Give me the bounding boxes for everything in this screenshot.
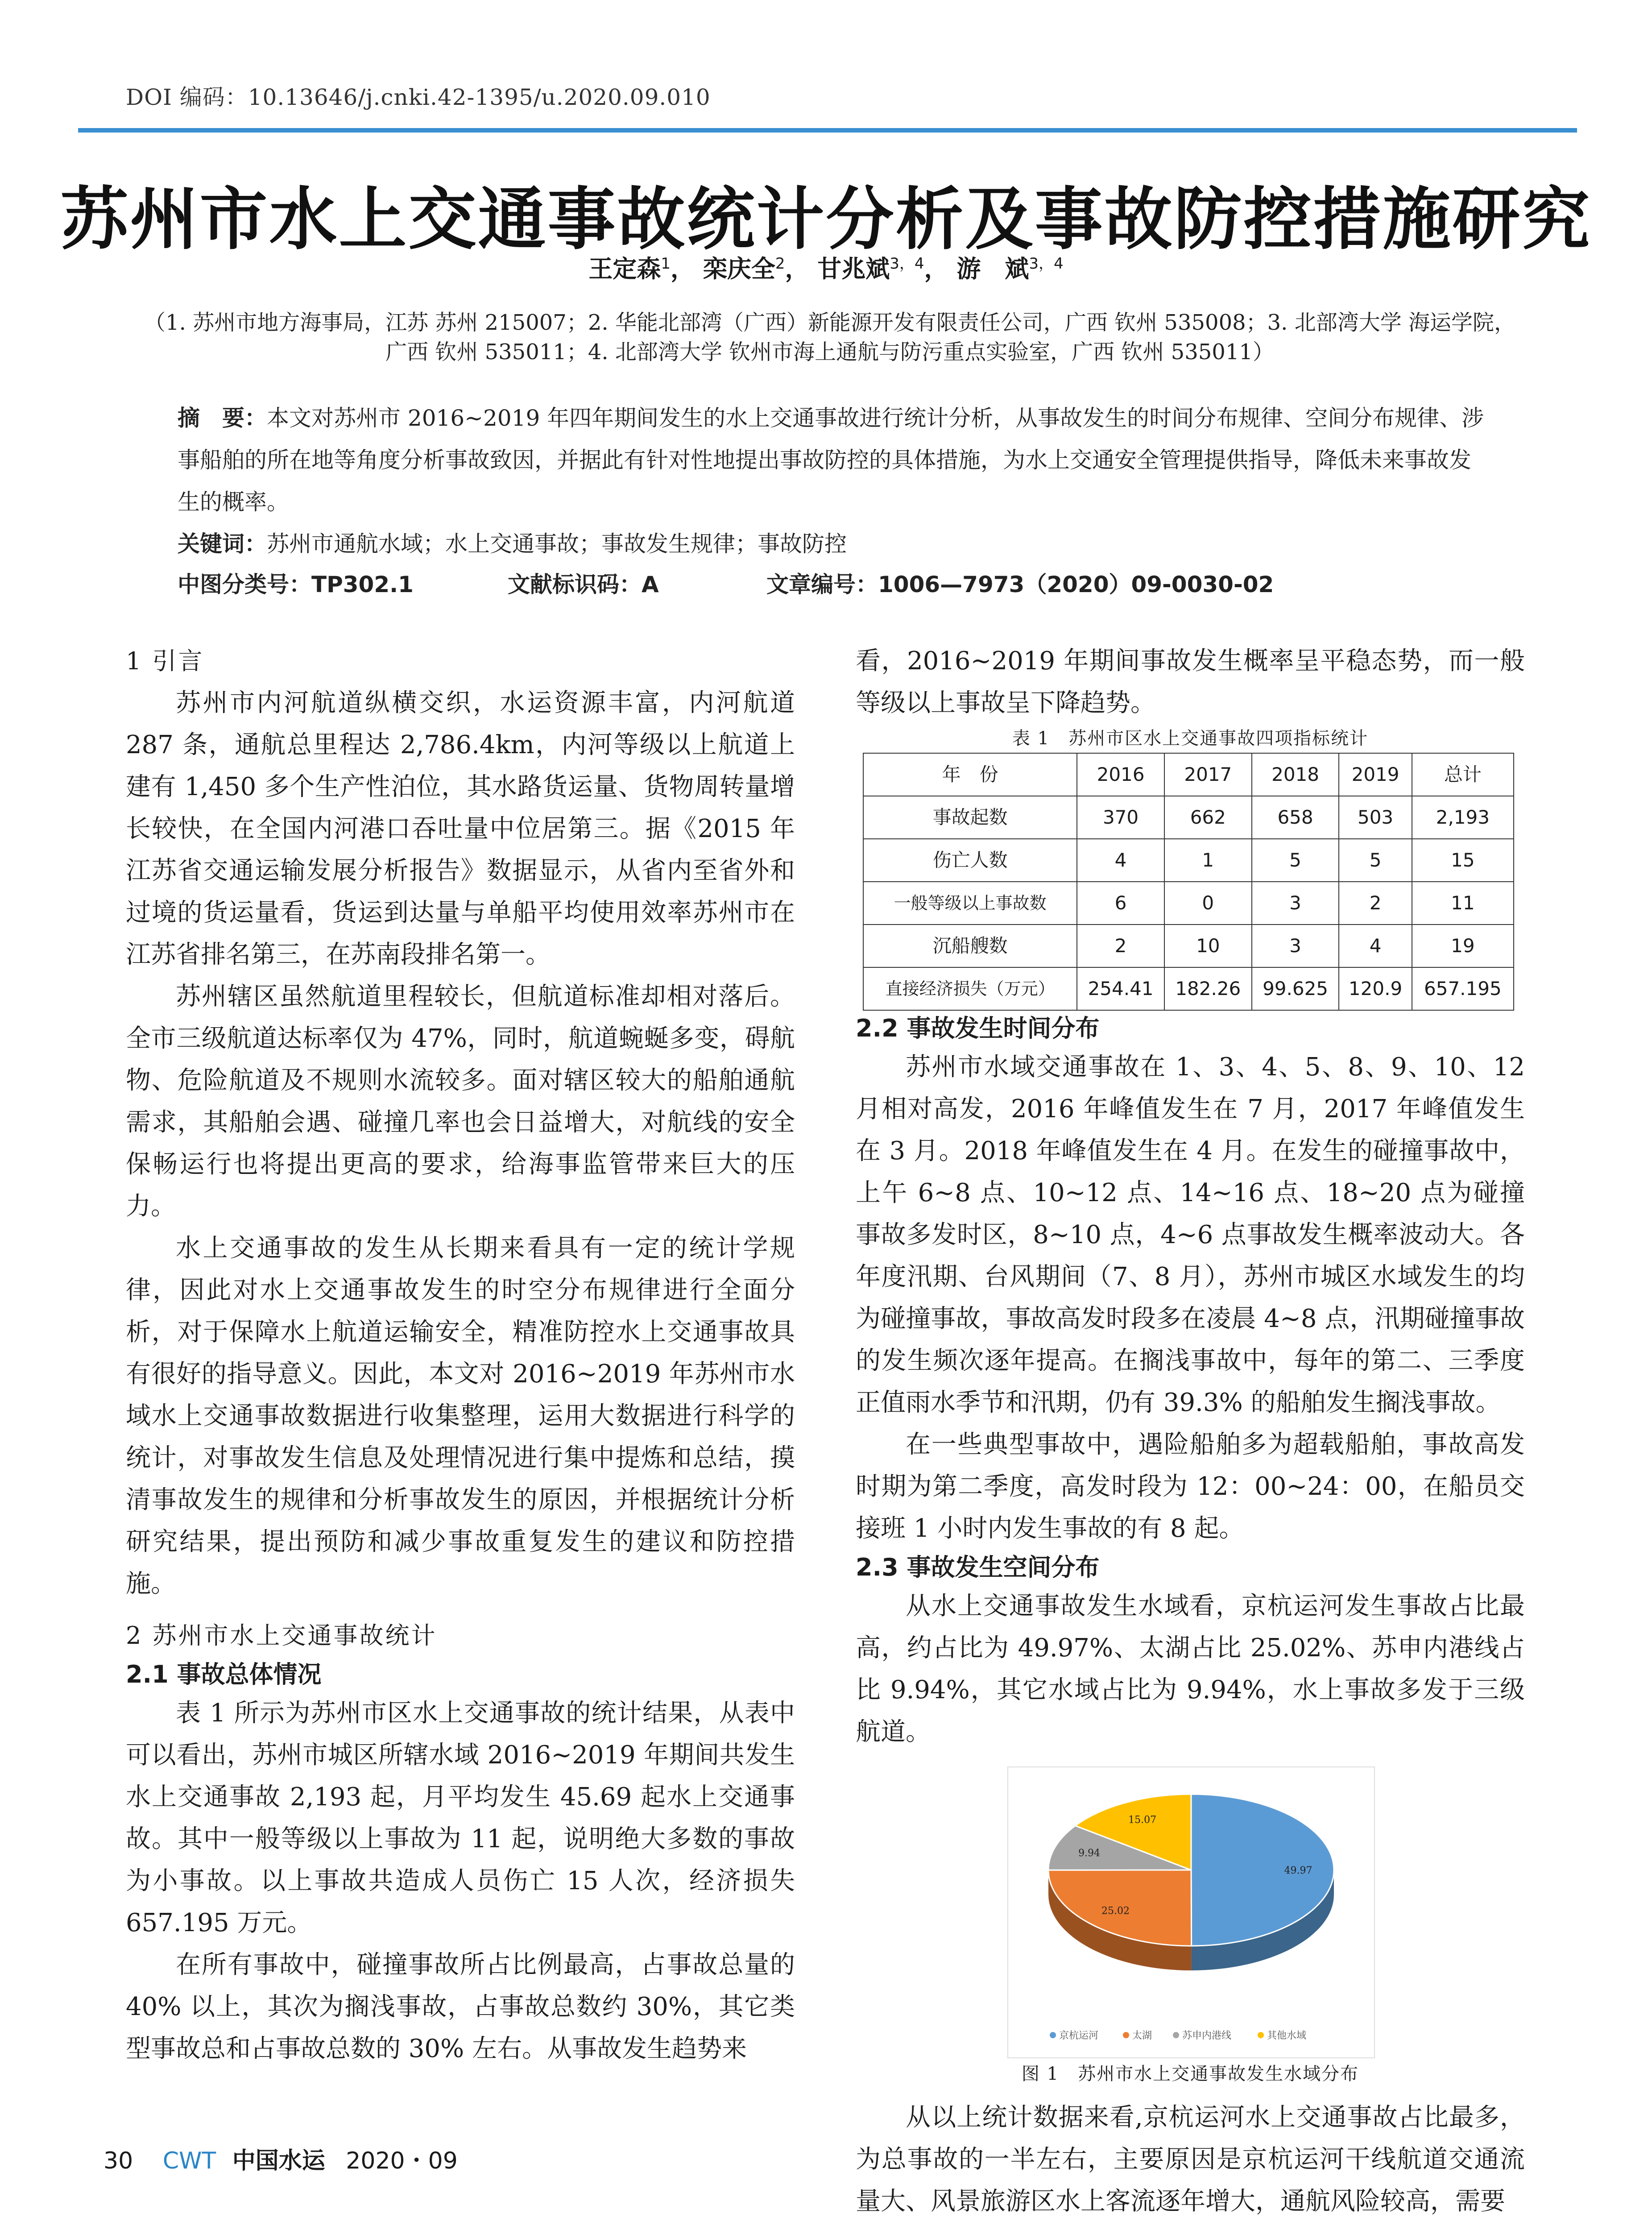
table-cell: 0 xyxy=(1164,882,1252,925)
legend-label: 苏申内港线 xyxy=(1182,2030,1232,2041)
stats-table xyxy=(863,753,1514,1011)
pie-chart-svg xyxy=(1008,1767,1374,2057)
author-list: 王定森$^1$， 栾庆全$^2$， 甘兆斌$^{3,4}$， 游 斌$^{3,4}$ xyxy=(588,255,1064,283)
table-header-row xyxy=(863,753,1514,796)
brand-logo-text: CWT xyxy=(162,2148,216,2174)
classification-line xyxy=(178,567,1274,599)
right-column xyxy=(856,640,1525,2223)
table-cell: 1 xyxy=(1164,839,1252,882)
magazine-name: 中国水运 xyxy=(232,2148,325,2174)
page-number: 30 xyxy=(104,2148,133,2174)
table-row xyxy=(863,925,1514,967)
table-caption: 表 1 苏州市区水上交通事故四项指标统计 xyxy=(1012,728,1369,749)
paragraph: 苏州辖区虽然航道里程较长，但航道标准却相对落后。全市三级航道达标率仅为 47%，同时，航道蜿蜒多变，碍航物、危险航道及不规则水流较多。面对辖区较大的船舶通航需求，其船舶会遇、碰撞几率也会日益增大，对航线的安全保畅运行也将提出更高的要求，给海事监管带来巨大的压力。 xyxy=(126,982,795,1221)
author-affil-mark: 3，4 xyxy=(890,255,924,273)
table-cell: 3 xyxy=(1252,882,1339,925)
section-heading: 2 苏州市水上交通事故统计 xyxy=(126,1621,437,1650)
table-cell: 11 xyxy=(1412,882,1514,925)
table-cell: 15 xyxy=(1412,839,1514,882)
paragraph: 从水上交通事故发生水域看，京杭运河发生事故占比最高，约占比为 49.97%、太湖占比 25.02%、苏申内港线占比 9.94%，其它水域占比为 9.94%，水上事故多发于三级航道。 xyxy=(856,1592,1525,1746)
paragraph: 在一些典型事故中，遇险船舶多为超载船舶，事故高发时期为第二季度，高发时段为 12：00~24：00，在船员交接班 1 小时内发生事故的有 8 起。 xyxy=(856,1430,1525,1543)
legend-swatch xyxy=(1173,2032,1179,2038)
legend-swatch xyxy=(1123,2032,1129,2038)
subsection-heading: 2.2 事故发生时间分布 xyxy=(856,1014,1100,1042)
table-cell: 370 xyxy=(1077,796,1164,839)
table-cell: 2,193 xyxy=(1412,796,1514,839)
table-cell: 5 xyxy=(1339,839,1412,882)
doi-line: DOI 编码：10.13646/j.cnki.42-1395/u.2020.09.010 xyxy=(126,84,711,110)
legend-swatch xyxy=(1050,2032,1056,2038)
figure-caption: 图 1 苏州市水上交通事故发生水域分布 xyxy=(1021,2064,1359,2084)
table-cell: 沉船艘数 xyxy=(863,925,1077,967)
abstract-label: 摘 要： xyxy=(178,405,267,431)
article-number: 文章编号：1006—7973（2020）09-0030-02 xyxy=(766,572,1274,597)
abstract-text: 本文对苏州市 2016~2019 年四年期间发生的水上交通事故进行统计分析，从事故发生的时间分布规律、空间分布规律、涉事船舶的所在地等角度分析事故致因，并据此有针对性地提出事故防控的具体措施，为水上交通安全管理提供指导，降低未来事故发生的概率。 xyxy=(178,405,1484,515)
table-cell: 5 xyxy=(1252,839,1339,882)
author-affil-mark: 3，4 xyxy=(1029,255,1064,273)
table-row xyxy=(863,796,1514,839)
paragraph: 水上交通事故的发生从长期来看具有一定的统计学规律，因此对水上交通事故发生的时空分布规律进行全面分析，对于保障水上航道运输安全，精准防控水上交通事故具有很好的指导意义。因此，本文对 2016~2019 年苏州市水域水上交通事故数据进行收集整理，运用大数据进行科学的统计，对事故发生信息及处理情况进行集中提炼和总结，摸清事故发生的规律和分析事故发生的原因，并根据统计分析研究结果，提出预防和减少事故重复发生的建议和防控措施。 xyxy=(126,1234,795,1598)
table-cell: 4 xyxy=(1339,925,1412,967)
clc-number: 中图分类号：TP302.1 xyxy=(178,572,414,597)
paper-title: 苏州市水上交通事故统计分析及事故防控措施研究 xyxy=(60,179,1592,259)
subsection-heading: 2.1 事故总体情况 xyxy=(126,1660,322,1688)
legend-label: 太湖 xyxy=(1132,2030,1152,2041)
legend-label: 其他水域 xyxy=(1267,2030,1307,2041)
table-cell: 2 xyxy=(1077,925,1164,967)
page-footer xyxy=(104,2142,458,2175)
legend-swatch xyxy=(1258,2032,1264,2038)
document-code: 文献标识码：A xyxy=(508,572,659,597)
table-cell: 直接经济损失（万元） xyxy=(863,967,1077,1010)
table-header-cell: 2018 xyxy=(1252,753,1339,796)
table-header-cell: 年 份 xyxy=(863,753,1077,796)
table-cell: 事故起数 xyxy=(863,796,1077,839)
author-affil-mark: 1 xyxy=(661,255,671,273)
table-cell: 120.9 xyxy=(1339,967,1412,1010)
keywords-label: 关键词： xyxy=(178,531,267,557)
paragraph: 苏州市内河航道纵横交织，水运资源丰富，内河航道 287 条，通航总里程达 2,786.4km，内河等级以上航道上建有 1,450 多个生产性泊位，其水路货运量、货物周转量增长较快，在全国内河港口吞吐量中位居第三。据《2015 年江苏省交通运输发展分析报告》数据显示，从省内至省外和过境的货运量看，货运到达量与单船平均使用效率苏州市在江苏省排名第三，在苏南段排名第一。 xyxy=(126,688,795,969)
paragraph: 看，2016~2019 年期间事故发生概率呈平稳态势，而一般等级以上事故呈下降趋势。 xyxy=(856,647,1525,717)
table-header-cell: 2017 xyxy=(1164,753,1252,796)
author-name: 王定森 xyxy=(588,255,661,283)
table-cell: 657.195 xyxy=(1412,967,1514,1010)
table-cell: 2 xyxy=(1339,882,1412,925)
keywords-text: 苏州市通航水域；水上交通事故；事故发生规律；事故防控 xyxy=(267,531,847,557)
table-cell: 一般等级以上事故数 xyxy=(863,882,1077,925)
paragraph: 苏州市水域交通事故在 1、3、4、5、8、9、10、12 月相对高发，2016 年峰值发生在 7 月，2017 年峰值发生在 3 月。2018 年峰值发生在 4 月。在发生的碰撞事故中，上午 6~8 点、10~12 点、14~16 点、18~20 点为碰撞事故多发时区，8~10 点，4~6 点事故发生概率波动大。各年度汛期、台风期间（7、8 月），苏州市城区水域发生的均为碰撞事故，事故高发时段多在凌晨 4~8 点，汛期碰撞事故的发生频次逐年提高。在搁浅事故中，每年的第二、三季度正值雨水季节和汛期，仍有 39.3% 的船舶发生搁浅事故。 xyxy=(856,1053,1525,1417)
legend-label: 京杭运河 xyxy=(1059,2030,1099,2041)
table-cell: 99.625 xyxy=(1252,967,1339,1010)
issue-number: 2020・09 xyxy=(346,2148,458,2174)
table-cell: 伤亡人数 xyxy=(863,839,1077,882)
table-cell: 503 xyxy=(1339,796,1412,839)
table-row xyxy=(863,967,1514,1010)
pie-data-label: 9.94 xyxy=(1078,1847,1101,1859)
table-cell: 254.41 xyxy=(1077,967,1164,1010)
table-cell: 6 xyxy=(1077,882,1164,925)
abstract xyxy=(178,397,1485,523)
author-name: 甘兆斌 xyxy=(817,255,890,283)
table-header-cell: 总计 xyxy=(1412,753,1514,796)
author-name: 游 斌 xyxy=(956,255,1029,283)
table-cell: 3 xyxy=(1252,925,1339,967)
table-cell: 662 xyxy=(1164,796,1252,839)
table-header-cell: 2016 xyxy=(1077,753,1164,796)
subsection-heading: 2.3 事故发生空间分布 xyxy=(856,1553,1100,1581)
table-row xyxy=(863,882,1514,925)
table-cell: 658 xyxy=(1252,796,1339,839)
pie-data-label: 15.07 xyxy=(1128,1814,1157,1826)
author-affil-mark: 2 xyxy=(775,255,785,273)
table-header-cell: 2019 xyxy=(1339,753,1412,796)
paragraph: 在所有事故中，碰撞事故所占比例最高，占事故总量的 40% 以上，其次为搁浅事故，占事故总数约 30%，其它类型事故总和占事故总数的 30% 左右。从事故发生趋势来 xyxy=(126,1950,795,2063)
pie-chart xyxy=(1007,1767,1375,2058)
table-row xyxy=(863,839,1514,882)
paragraph: 表 1 所示为苏州市区水上交通事故的统计结果，从表中可以看出，苏州市城区所辖水域 2016~2019 年期间共发生水上交通事故 2,193 起，月平均发生 45.69 起水上交通事故。其中一般等级以上事故为 11 起，说明绝大多数的事故为小事故。以上事故共造成人员伤亡 15 人次，经济损失 657.195 万元。 xyxy=(126,1699,795,1937)
paragraph: 从以上统计数据来看,京杭运河水上交通事故占比最多，为总事故的一半左右，主要原因是京杭运河干线航道交通流量大、风景旅游区水上客流逐年增大，通航风险较高，需要 xyxy=(856,2103,1525,2216)
author-name: 栾庆全 xyxy=(703,255,775,283)
section-heading: 1 引言 xyxy=(126,647,204,675)
header-rule xyxy=(78,128,1577,133)
table-cell: 19 xyxy=(1412,925,1514,967)
table-cell: 10 xyxy=(1164,925,1252,967)
pie-data-label: 25.02 xyxy=(1101,1905,1130,1917)
left-column xyxy=(126,640,795,2070)
table-cell: 4 xyxy=(1077,839,1164,882)
table-cell: 182.26 xyxy=(1164,967,1252,1010)
pie-data-label: 49.97 xyxy=(1284,1865,1312,1876)
keywords xyxy=(178,523,847,565)
affiliations: （1. 苏州市地方海事局，江苏 苏州 215007；2. 华能北部湾（广西）新能源开发有限责任公司，广西 钦州 535008；3. 北部湾大学 海运学院，广西 钦州 535011；4. 北部湾大学 钦州市海上通航与防污重点实验室，广西 钦州 535011） xyxy=(144,310,1515,365)
